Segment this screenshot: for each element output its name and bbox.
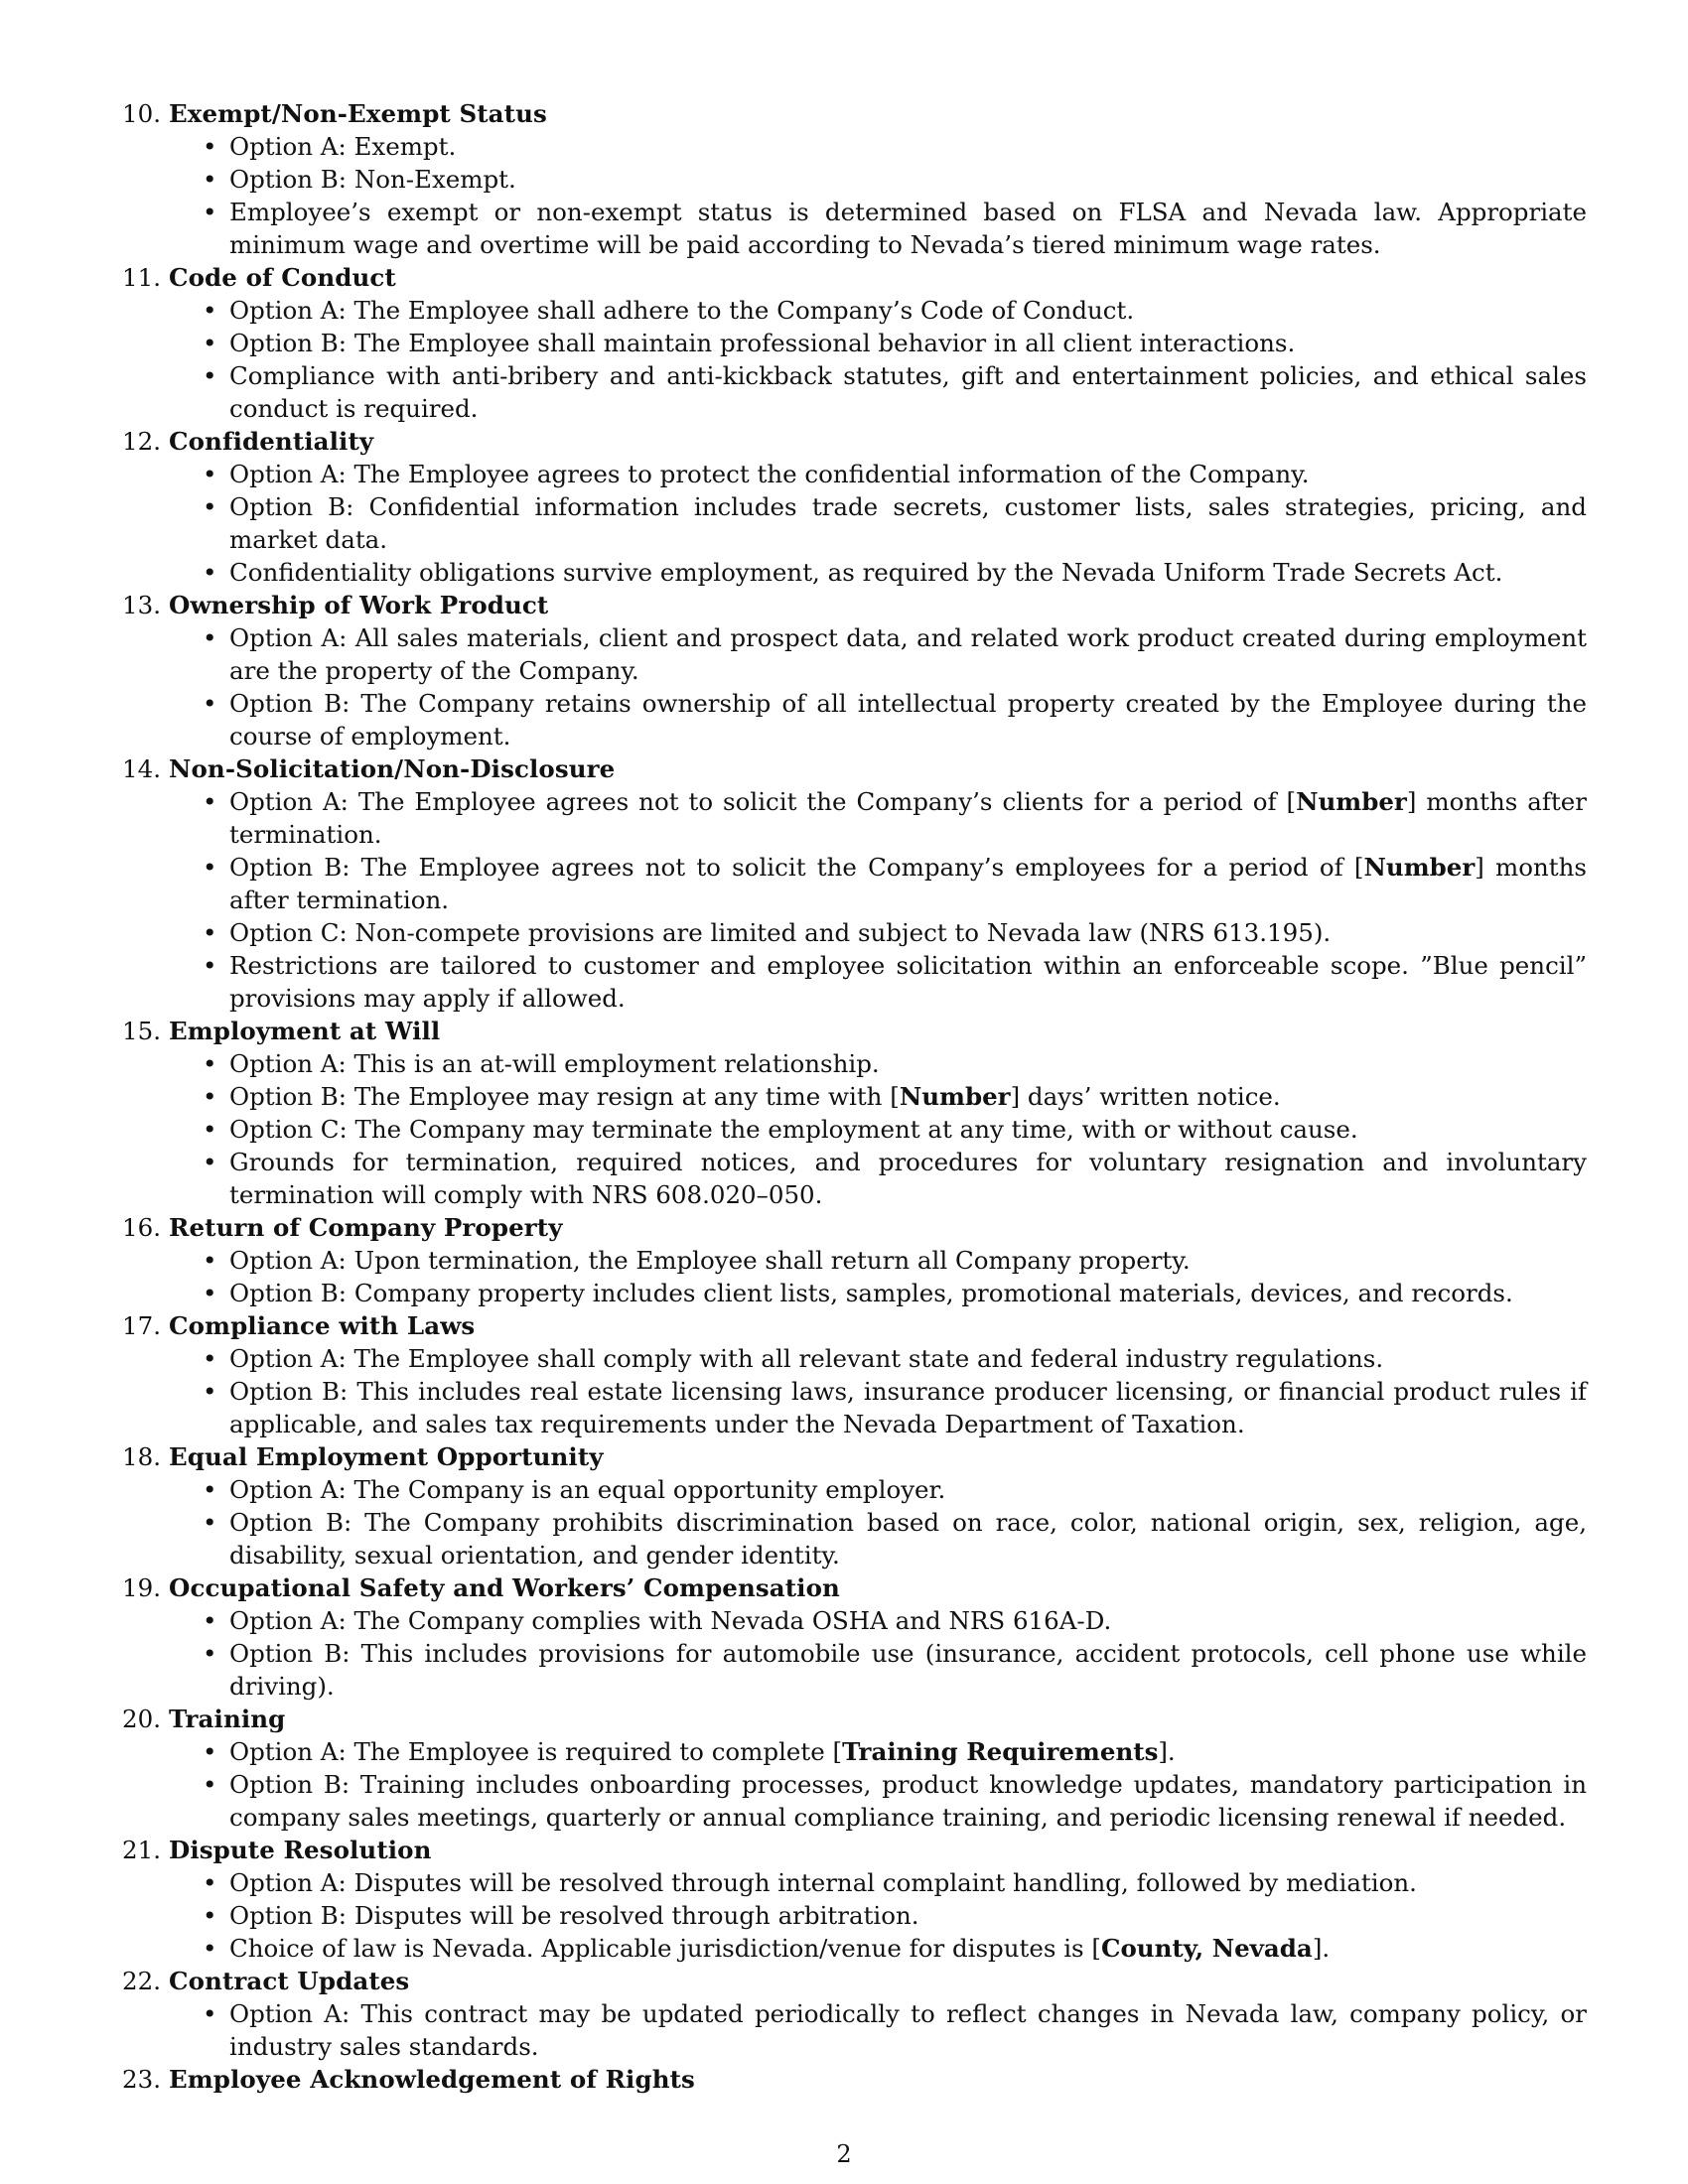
bullet-text: Option C: The Company may terminate the employment at any time, with or without cause. [229,1115,1358,1144]
bullet-item [169,687,1587,752]
bullet-text: Option B: This includes provisions for automobile use (insurance, accident protocols, cell phone use while driving). [229,1639,1587,1701]
section-title: Return of Company Property [169,1213,563,1242]
bullet-text: Option B: This includes real estate licensing laws, insurance producer licensing, or financial product rules if applicable, and sales tax requirements under the Nevada Department of Taxation. [229,1377,1587,1438]
bullet-item [169,327,1587,359]
bullet-list [169,785,1587,1015]
bullet-text: Option A: Disputes will be resolved through internal complaint handling, followed by mediation. [229,1868,1417,1897]
bullet-item [169,949,1587,1015]
bullet-item [169,196,1587,261]
section-number: 18. [122,1442,161,1471]
bullet-list [169,458,1587,589]
section-number: 20. [122,1705,161,1733]
bullet-item [169,1997,1587,2063]
bullet-text: Option B: Non-Exempt. [229,165,516,194]
bullet-text: Option B: The Employee shall maintain professional behavior in all client interactions. [229,329,1296,357]
bullet-item [169,1080,1587,1113]
bullet-item [169,621,1587,687]
section-number: 21. [122,1836,161,1864]
bullet-text: Option B: Disputes will be resolved through arbitration. [229,1901,919,1930]
bullet-item [169,458,1587,490]
section-item [117,1571,1587,1703]
section-item [117,425,1587,589]
bullet-item [169,1473,1587,1506]
bullet-text: ] months after termination. [229,853,1587,914]
placeholder-field: Number [899,1082,1011,1111]
bullet-text: Option A: The Employee agrees to protect the confidential information of the Company. [229,460,1310,488]
bullet-list [169,294,1587,425]
placeholder-field: Training Requirements [842,1737,1159,1766]
bullet-text: Option B: The Company retains ownership of all intellectual property created by the Employee during the course of employment. [229,689,1587,751]
bullet-text: Choice of law is Nevada. Applicable jurisdiction/venue for disputes is [ [229,1934,1101,1963]
section-item [117,1309,1587,1440]
section-title: Exempt/Non-Exempt Status [169,99,547,128]
bullet-text: Option B: The Company prohibits discrimination based on race, color, national origin, sex, religion, age, disability, sexual orientation, and gender identity. [229,1508,1587,1570]
section-title: Compliance with Laws [169,1311,476,1340]
bullet-text: ] days’ written notice. [1010,1082,1281,1111]
bullet-text: Option A: This contract may be updated periodically to reflect changes in Nevada law, company policy, or industry sales standards. [229,1999,1587,2061]
bullet-item [169,1637,1587,1703]
section-title: Training [169,1705,286,1733]
page-number: 2 [836,2140,852,2168]
bullet-list [169,1473,1587,1571]
bullet-item [169,785,1587,851]
bullet-item [169,1604,1587,1637]
section-list [117,97,1587,2096]
section-number: 11. [122,263,161,292]
bullet-text: Option A: This is an at-will employment relationship. [229,1049,880,1078]
bullet-list [169,130,1587,261]
bullet-text: Grounds for termination, required notices, and procedures for voluntary resignation and involuntary termination will comply with NRS 608.020–050. [229,1148,1587,1209]
bullet-text: Option A: The Company is an equal opportunity employer. [229,1475,946,1504]
bullet-item [169,359,1587,425]
bullet-text: Option A: The Employee shall adhere to the Company’s Code of Conduct. [229,296,1135,325]
bullet-item [169,1735,1587,1768]
bullet-text: Option A: All sales materials, client and prospect data, and related work product created during employment are the property of the Company. [229,623,1587,685]
section-item [117,1015,1587,1211]
section-title: Confidentiality [169,427,374,456]
section-number: 23. [122,2065,161,2094]
bullet-text: Option B: Company property includes client lists, samples, promotional materials, devices, and records. [229,1279,1513,1307]
section-item [117,97,1587,261]
section-title: Code of Conduct [169,263,396,292]
bullet-item [169,1506,1587,1571]
bullet-text: Option A: Exempt. [229,132,457,161]
bullet-item [169,1899,1587,1932]
bullet-text: Confidentiality obligations survive employment, as required by the Nevada Uniform Trade Secrets Act. [229,558,1503,587]
section-number: 19. [122,1573,161,1602]
section-item [117,589,1587,752]
section-title: Dispute Resolution [169,1836,432,1864]
bullet-item [169,1342,1587,1375]
section-item [117,2063,1587,2096]
placeholder-field: County, Nevada [1100,1934,1313,1963]
bullet-item [169,1768,1587,1834]
section-number: 17. [122,1311,161,1340]
bullet-item [169,1277,1587,1309]
bullet-item [169,1113,1587,1146]
bullet-text: Option B: The Employee agrees not to solicit the Company’s employees for a period of [ [229,853,1364,882]
placeholder-field: Number [1363,853,1476,882]
section-number: 16. [122,1213,161,1242]
bullet-item [169,130,1587,163]
section-title: Employment at Will [169,1017,441,1045]
bullet-item [169,1375,1587,1440]
bullet-item [169,1047,1587,1080]
bullet-text: Option A: The Company complies with Nevada OSHA and NRS 616A-D. [229,1606,1112,1635]
bullet-text: Option C: Non-compete provisions are limited and subject to Nevada law (NRS 613.195). [229,918,1332,947]
section-title: Employee Acknowledgement of Rights [169,2065,695,2094]
bullet-item [169,1146,1587,1211]
section-item [117,1703,1587,1834]
placeholder-field: Number [1296,787,1407,816]
bullet-item [169,294,1587,327]
bullet-text: Option A: The Employee shall comply with all relevant state and federal industry regulations. [229,1344,1384,1373]
bullet-list [169,1342,1587,1440]
bullet-list [169,1604,1587,1703]
section-item [117,1211,1587,1309]
section-title: Ownership of Work Product [169,591,549,619]
bullet-text: Option B: Training includes onboarding processes, product knowledge updates, mandatory participation in company sales meetings, quarterly or annual compliance training, and periodic licensing renewal if needed. [229,1770,1587,1832]
bullet-text: ] months after termination. [229,787,1588,849]
section-title: Equal Employment Opportunity [169,1442,604,1471]
section-number: 15. [122,1017,161,1045]
section-title: Non-Solicitation/Non-Disclosure [169,754,616,783]
section-item [117,1440,1587,1571]
section-number: 22. [122,1967,161,1995]
section-number: 12. [122,427,161,456]
bullet-item [169,851,1587,916]
bullet-text: Option A: The Employee agrees not to solicit the Company’s clients for a period of [ [229,787,1297,816]
bullet-item [169,1244,1587,1277]
section-title: Occupational Safety and Workers’ Compensation [169,1573,840,1602]
section-number: 14. [122,754,161,783]
bullet-list [169,1244,1587,1309]
bullet-item [169,490,1587,556]
bullet-item [169,163,1587,196]
bullet-item [169,1932,1587,1965]
bullet-text: Option A: Upon termination, the Employee shall return all Company property. [229,1246,1191,1275]
section-number: 13. [122,591,161,619]
section-item [117,261,1587,425]
bullet-text: ]. [1312,1934,1331,1963]
bullet-text: Option A: The Employee is required to complete [ [229,1737,843,1766]
bullet-list [169,1735,1587,1834]
section-number: 10. [122,99,161,128]
bullet-text: Restrictions are tailored to customer and employee solicitation within an enforceable scope. ”Blue pencil” provisions may apply if allowed. [229,951,1587,1013]
bullet-text: ]. [1158,1737,1176,1766]
bullet-item [169,916,1587,949]
bullet-list [169,1997,1587,2063]
section-title: Contract Updates [169,1967,410,1995]
bullet-item [169,556,1587,589]
section-item [117,1834,1587,1965]
bullet-text: Employee’s exempt or non-exempt status is determined based on FLSA and Nevada law. Appropriate minimum wage and overtime will be paid according to Nevada’s tiered minimum wage rates. [229,198,1587,259]
section-item [117,1965,1587,2063]
bullet-list [169,1866,1587,1965]
bullet-list [169,621,1587,752]
bullet-item [169,1866,1587,1899]
bullet-text: Option B: The Employee may resign at any time with [ [229,1082,900,1111]
section-item [117,752,1587,1015]
bullet-list [169,1047,1587,1211]
bullet-text: Compliance with anti-bribery and anti-kickback statutes, gift and entertainment policies, and ethical sales conduct is required. [229,361,1587,423]
bullet-text: Option B: Confidential information includes trade secrets, customer lists, sales strategies, pricing, and market data. [229,492,1587,554]
